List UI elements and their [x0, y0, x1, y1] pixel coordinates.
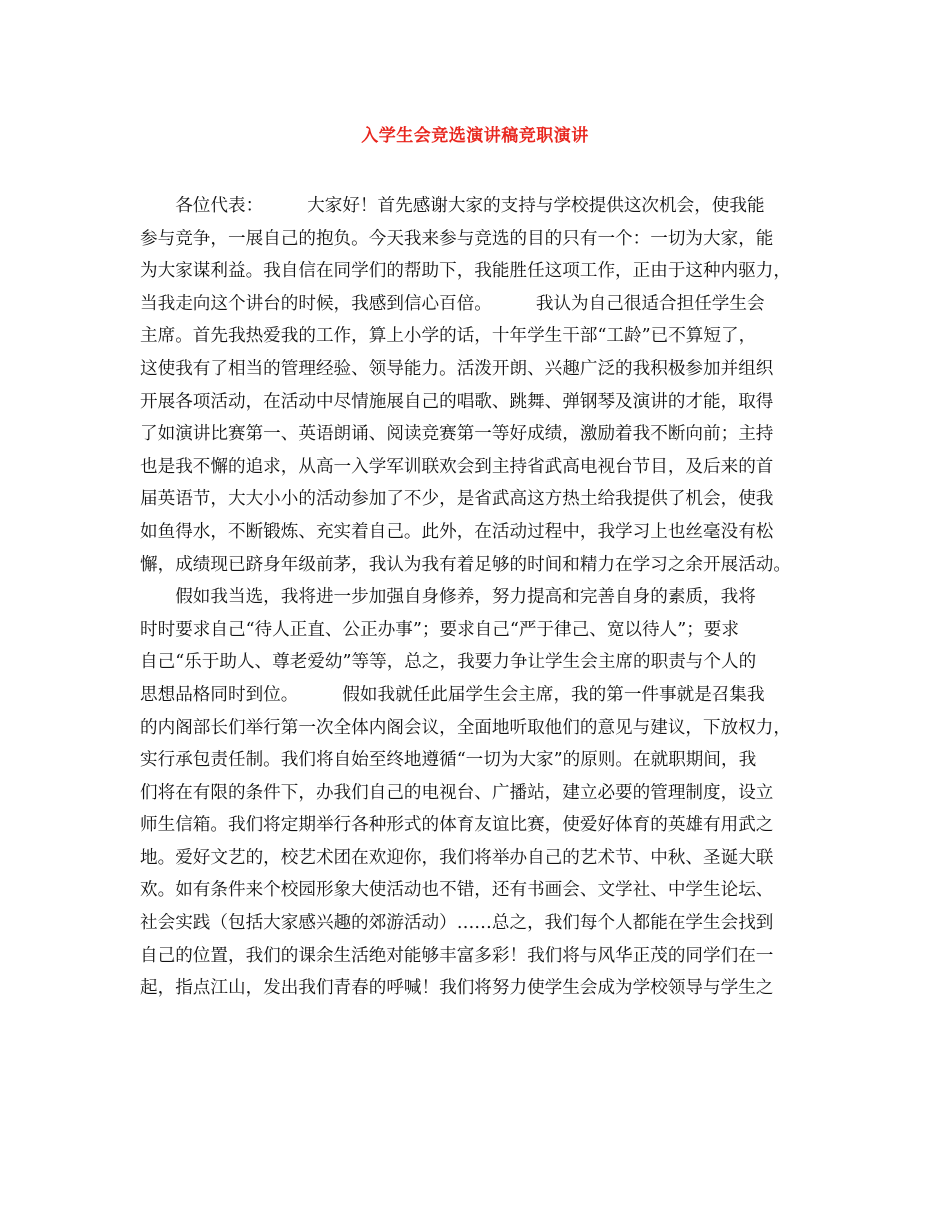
body-line: 假如我当选，我将进一步加强自身修养，努力提高和完善自身的素质，我将: [140, 587, 756, 608]
body-line: 社会实践（包括大家感兴趣的郊游活动）……总之，我们每个人都能在学生会找到: [140, 913, 774, 934]
body-line: 自己“乐于助人、尊老爱幼”等等，总之，我要力争让学生会主席的职责与个人的: [140, 652, 757, 673]
body-line: 思想品格同时到位。 假如我就任此届学生会主席，我的第一件事就是召集我: [140, 684, 765, 705]
body-line: 懈，成绩现已跻身年级前茅，我认为我有着足够的时间和精力在学习之余开展活动。: [140, 554, 791, 575]
document-body: [140, 190, 815, 1005]
body-line: 起，指点江山，发出我们青春的呼喊！我们将努力使学生会成为学校领导与学生之: [140, 978, 774, 999]
body-line: 的内阁部长们举行第一次全体内阁会议，全面地听取他们的意见与建议，下放权力，: [140, 717, 791, 738]
body-line: 届英语节，大大小小的活动参加了不少，是省武高这方热土给我提供了机会，使我: [140, 489, 774, 510]
body-line: 师生信箱。我们将定期举行各种形式的体育友谊比赛，使爱好体育的英雄有用武之: [140, 815, 774, 836]
body-line: 时时要求自己“待人正直、公正办事”；要求自己“严于律己、宽以待人”；要求: [140, 619, 739, 640]
body-line: 了如演讲比赛第一、英语朗诵、阅读竞赛第一等好成绩，激励着我不断向前；主持: [140, 424, 774, 445]
body-line: 地。爱好文艺的，校艺术团在欢迎你，我们将举办自己的艺术节、中秋、圣诞大联: [140, 847, 774, 868]
body-line: 为大家谋利益。我自信在同学们的帮助下，我能胜任这项工作，正由于这种内驱力，: [140, 261, 791, 282]
body-line: 开展各项活动，在活动中尽情施展自己的唱歌、跳舞、弹钢琴及演讲的才能，取得: [140, 391, 774, 412]
body-line: 当我走向这个讲台的时候，我感到信心百倍。 我认为自己很适合担任学生会: [140, 293, 765, 314]
body-line: 也是我不懈的追求，从高一入学军训联欢会到主持省武高电视台节目，及后来的首: [140, 456, 774, 477]
body-line: 自己的位置，我们的课余生活绝对能够丰富多彩！我们将与风华正茂的同学们在一: [140, 945, 774, 966]
body-line: 欢。如有条件来个校园形象大使活动也不错，还有书画会、文学社、中学生论坛、: [140, 880, 774, 901]
document-title: 入学生会竞选演讲稿竞职演讲: [361, 126, 589, 146]
body-line: 各位代表： 大家好！首先感谢大家的支持与学校提供这次机会，使我能: [140, 196, 765, 216]
body-line: 主席。首先我热爱我的工作，算上小学的话，十年学生干部“工龄”已不算短了，: [140, 326, 757, 347]
body-line: 如鱼得水，不断锻炼、充实着自己。此外，在活动过程中，我学习上也丝毫没有松: [140, 521, 774, 542]
body-line: 实行承包责任制。我们将自始至终地遵循“一切为大家”的原则。在就职期间，我: [140, 750, 757, 771]
body-line: 参与竞争，一展自己的抱负。今天我来参与竞选的目的只有一个：一切为大家，能: [140, 228, 774, 249]
body-line: 这使我有了相当的管理经验、领导能力。活泼开朗、兴趣广泛的我积极参加并组织: [140, 358, 774, 379]
body-line: 们将在有限的条件下，办我们自己的电视台、广播站，建立必要的管理制度，设立: [140, 782, 774, 803]
